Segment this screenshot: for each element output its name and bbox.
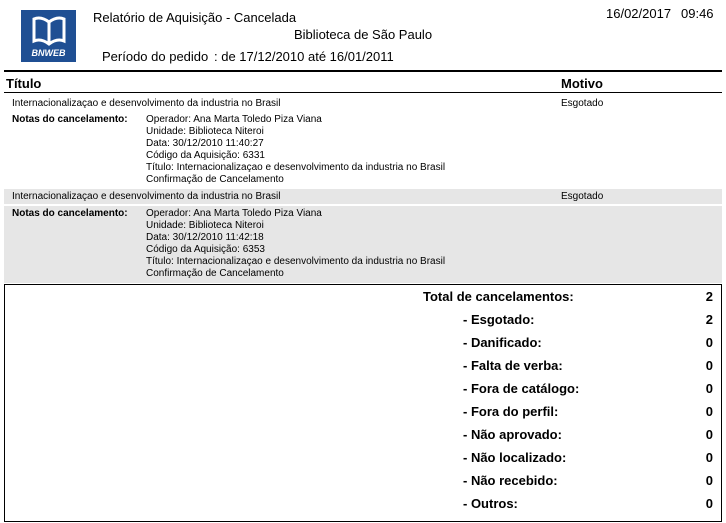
note-line: Código da Aquisição: 6331: [146, 150, 265, 161]
total-item-value: 0: [705, 404, 713, 419]
column-title: Título: [6, 76, 42, 91]
bnweb-logo: [21, 10, 76, 62]
report-date: 16/02/2017: [606, 6, 672, 21]
notes-label: Notas do cancelamento:: [12, 114, 128, 125]
total-value: 2: [705, 289, 713, 304]
record-title: Internacionalizaçao e desenvolvimento da industria no Brasil: [12, 191, 281, 202]
total-item-value: 0: [705, 358, 713, 373]
note-line: Operador: Ana Marta Toledo Piza Viana: [146, 208, 322, 219]
note-line: Código da Aquisição: 6353: [146, 244, 265, 255]
total-item-label: - Não aprovado:: [463, 427, 562, 442]
note-line: Título: Internacionalizaçao e desenvolvimento da industria no Brasil: [146, 162, 446, 173]
header-rule-top: [4, 70, 722, 72]
report-time: 09:46: [681, 6, 714, 21]
period-value: : de 17/12/2010 até 16/01/2011: [214, 49, 394, 64]
note-line: Confirmação de Cancelamento: [146, 174, 284, 185]
library-name: Biblioteca de São Paulo: [294, 27, 433, 42]
record-reason: Esgotado: [561, 191, 604, 202]
total-label: Total de cancelamentos:: [423, 289, 574, 304]
total-item-value: 2: [705, 312, 713, 327]
note-line: Unidade: Biblioteca Niteroi: [146, 220, 264, 231]
note-line: Confirmação de Cancelamento: [146, 268, 284, 279]
total-item-label: - Falta de verba:: [463, 358, 563, 373]
total-item-label: - Outros:: [463, 496, 518, 511]
logo-text: BNWEB: [31, 48, 66, 58]
total-item-value: 0: [705, 381, 713, 396]
report-title: Relatório de Aquisição - Cancelada: [93, 10, 297, 25]
open-book-icon: [31, 16, 67, 46]
notes-label: Notas do cancelamento:: [12, 208, 128, 219]
total-item-label: - Não recebido:: [463, 473, 558, 488]
note-line: Unidade: Biblioteca Niteroi: [146, 126, 264, 137]
record-reason: Esgotado: [561, 98, 604, 109]
total-item-value: 0: [705, 335, 713, 350]
record-title: Internacionalizaçao e desenvolvimento da industria no Brasil: [12, 98, 281, 109]
period-label: Período do pedido: [102, 49, 209, 64]
total-item-value: 0: [705, 450, 713, 465]
note-line: Operador: Ana Marta Toledo Piza Viana: [146, 114, 322, 125]
total-item-value: 0: [705, 496, 713, 511]
totals-box: [4, 284, 722, 522]
note-line: Título: Internacionalizaçao e desenvolvimento da industria no Brasil: [146, 256, 446, 267]
total-item-label: - Fora do perfil:: [463, 404, 559, 419]
note-line: Data: 30/12/2010 11:42:18: [146, 232, 264, 243]
total-item-label: - Esgotado:: [463, 312, 535, 327]
total-item-label: - Danificado:: [463, 335, 542, 350]
total-item-label: - Não localizado:: [463, 450, 567, 465]
total-item-value: 0: [705, 473, 713, 488]
column-reason: Motivo: [561, 76, 603, 91]
note-line: Data: 30/12/2010 11:40:27: [146, 138, 264, 149]
total-item-label: - Fora de catálogo:: [463, 381, 580, 396]
header-rule-bottom: [4, 92, 722, 93]
total-item-value: 0: [705, 427, 713, 442]
